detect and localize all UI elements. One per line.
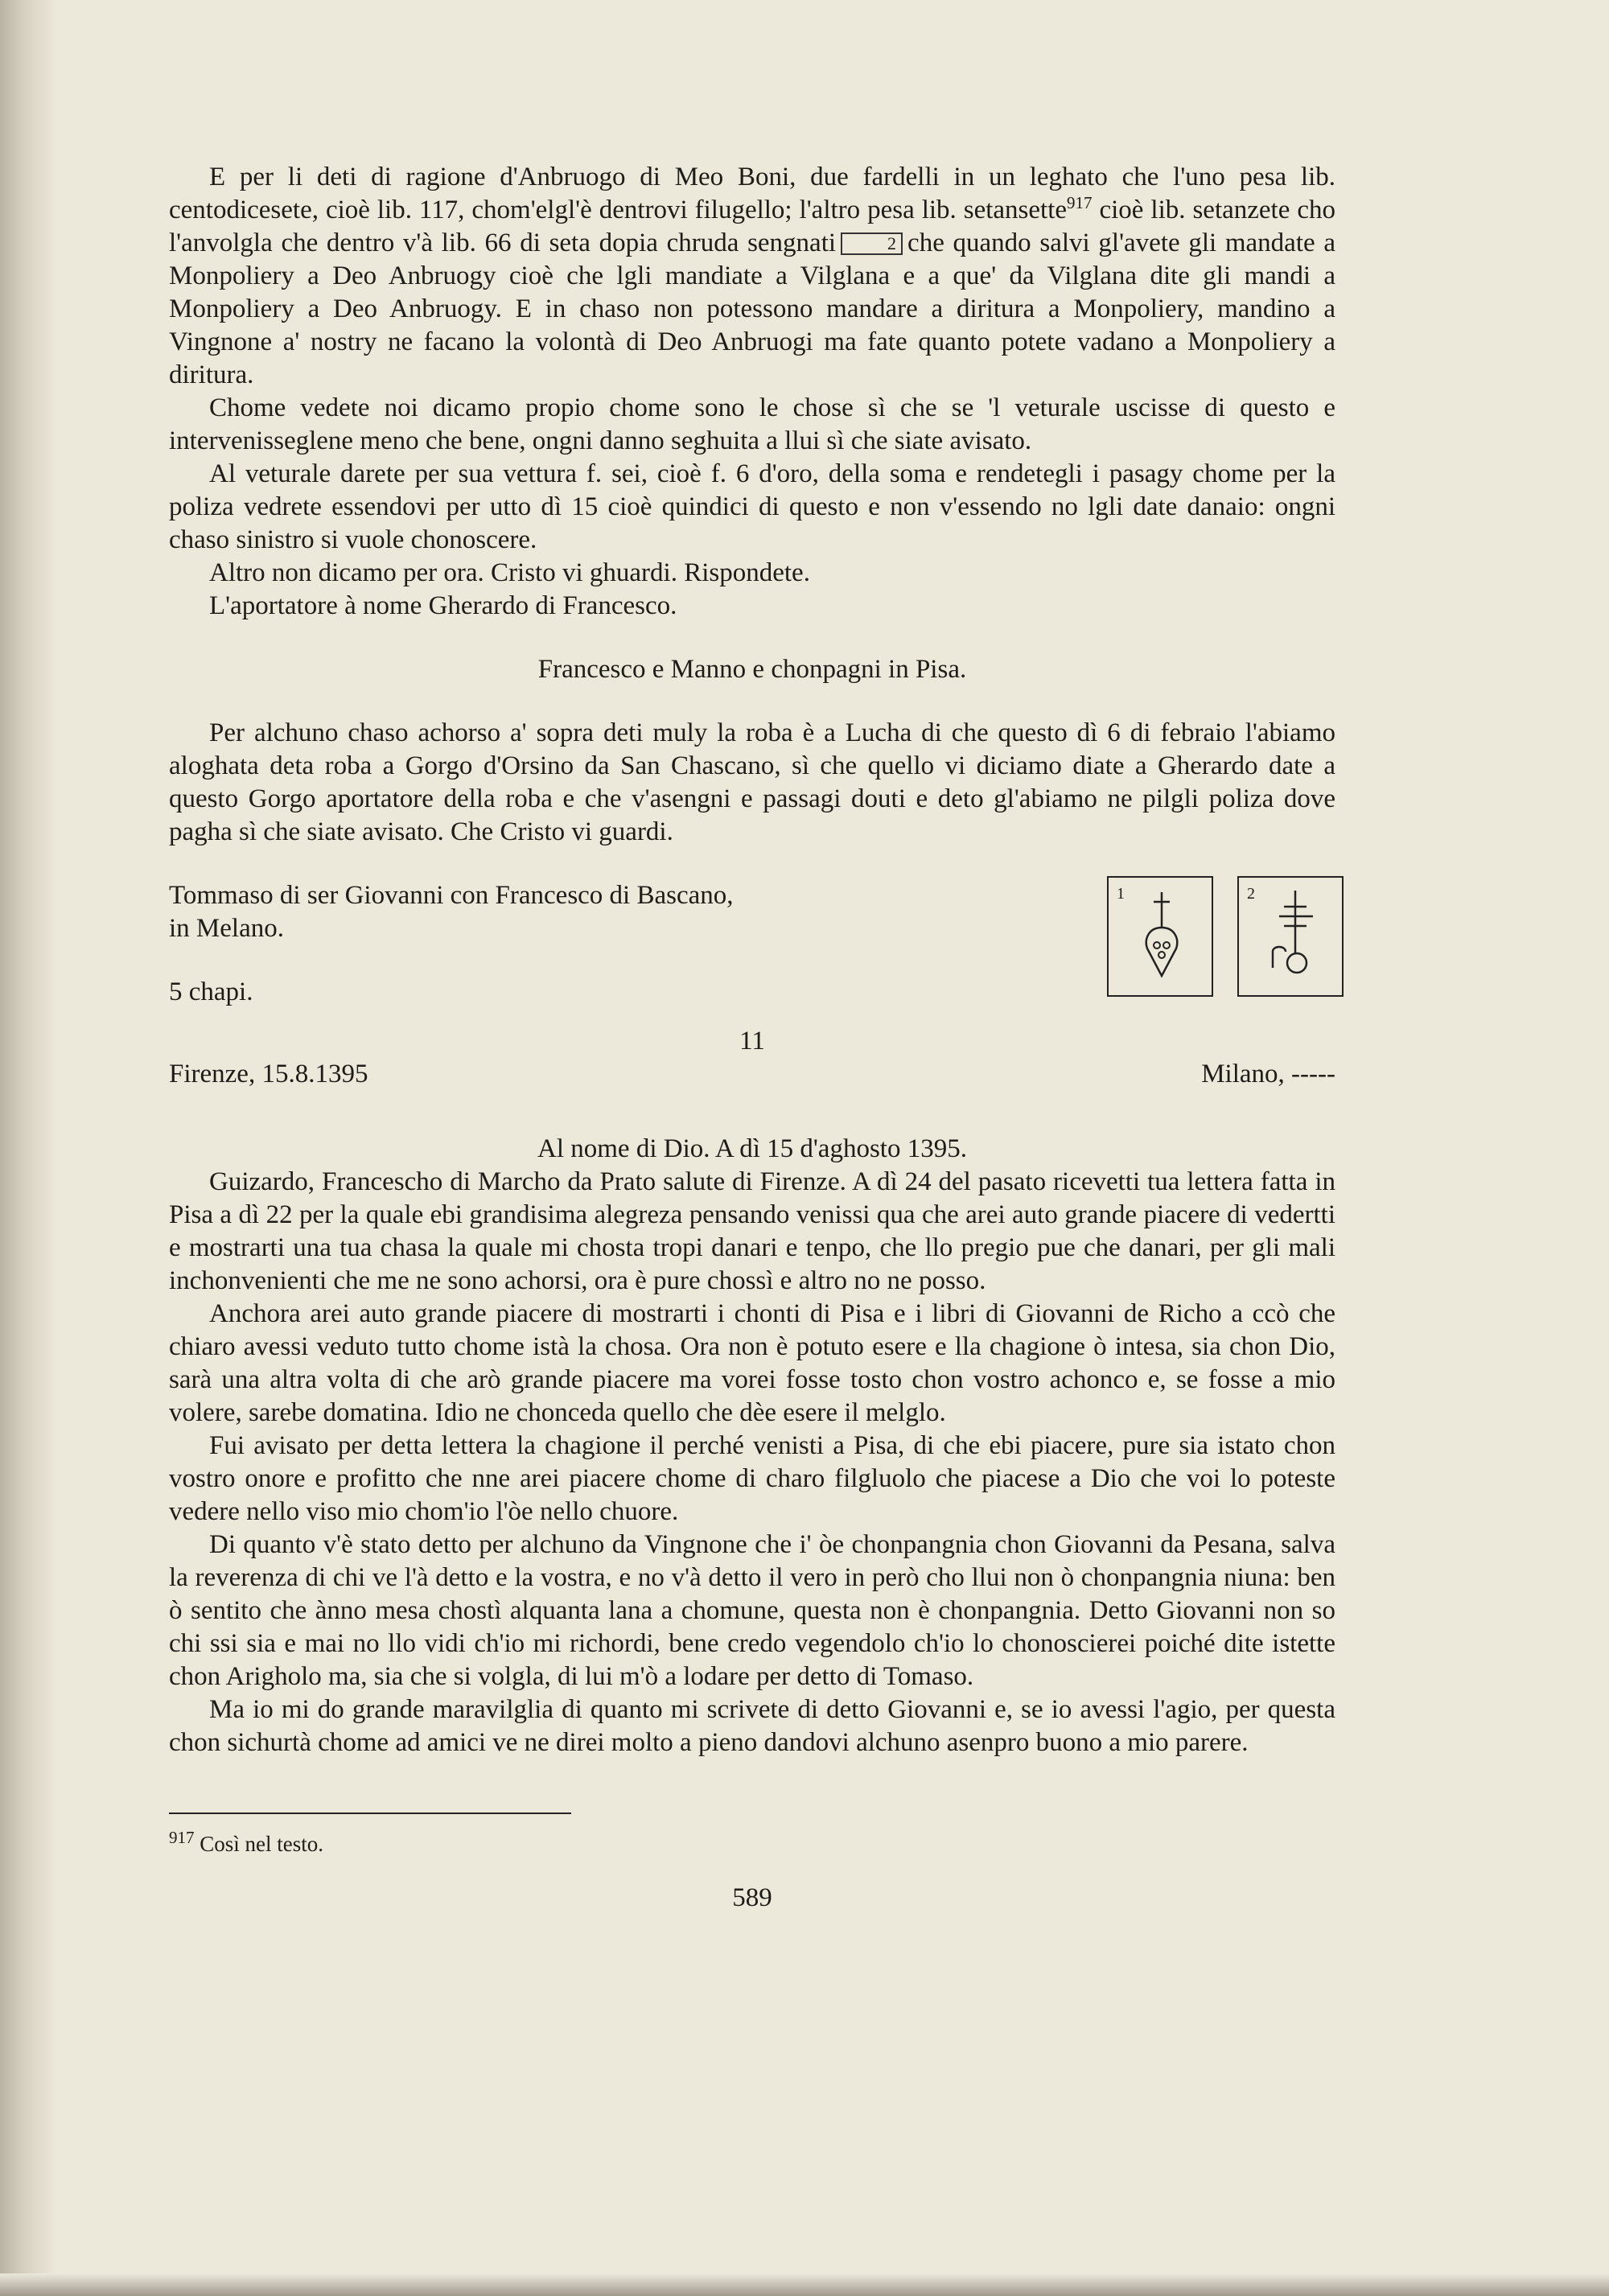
letter-one-paragraph-5: L'aportatore à nome Gherardo di Francesco. xyxy=(209,591,677,620)
footnote-text: Così nel testo. xyxy=(194,1832,323,1856)
letter-one-paragraph-2: Chome vedete noi dicamo propio chome sono le chose sì che se 'l veturale uscisse di questo e intervenisseglene meno che bene, ongni danno seghuita a llui sì che siate avisato. xyxy=(169,393,1335,455)
packages-count: 5 chapi. xyxy=(169,977,253,1006)
double-cross-mark-icon xyxy=(1239,878,1342,995)
letter-two-destination: Milano, ----- xyxy=(1201,1060,1335,1088)
letter-two-paragraph-1: Guizardo, Francescho di Marcho da Prato salute di Firenze. A dì 24 del pasato ricevetti tua lettera fatta in Pisa a dì 22 per la quale ebi grandisima alegreza pensando venissi qua che arei auto grande piacere di vedertti e mostrarti una tua chasa la quale mi chosta tropi danari e tenpo, che llo pregio pue che danari, per gli mali inchonvenienti che me ne sono achorsi, ora è pure chossì e altro no ne posso. xyxy=(169,1167,1335,1295)
book-spine-shadow xyxy=(0,0,56,2296)
letter-two-dateline xyxy=(169,1058,1335,1091)
book-page xyxy=(169,161,1335,1915)
merchant-mark-1 xyxy=(1107,876,1213,997)
signer-line-1: Tommaso di ser Giovanni con Francesco di Bascano, xyxy=(169,881,734,910)
signer-line-2: in Melano. xyxy=(169,914,284,943)
footnote xyxy=(169,1830,1335,1858)
letter-two-paragraph-5: Ma io mi do grande maravilglia di quanto mi scrivete di detto Giovanni e, se io avessi l'agio, per questa chon sichurtà chome ad amici ve ne direi molto a pieno dandovi alchuno asenpro buono a mio parere. xyxy=(169,1695,1335,1757)
merchant-mark-2 xyxy=(1237,876,1344,997)
letter-two-paragraph-4: Di quanto v'è stato detto per alchuno da Vingnone che i' òe chonpangnia chon Giovanni da Pesana, salva la reverenza di chi ve l'à detto e la vostra, e no v'à detto il vero in però cho llui non ò chonpangnia niuna: ben ò sentito che ànno mesa chostì alquanta lana a chomune, questa non è chonpangnia. Detto Giovanni non so chi ssi sia e mai no llo vidi ch'io mi richordi, bene credo vegendolo ch'io lo chonoscierei poiché dite istette chon Arigholo ma, sia che si volgla, di lui m'ò a lodare per detto di Tomaso. xyxy=(169,1530,1335,1691)
footnote-number: 917 xyxy=(169,1828,195,1847)
letter-two-origin: Firenze, 15.8.1395 xyxy=(169,1060,368,1088)
letter-two-paragraph-2: Anchora arei auto grande piacere di mostrarti i chonti di Pisa e i libri di Giovanni de Richo a ccò che chiaro avessi veduto tutto chome istà la chosa. Ora non è potuto esere e lla chagione ò intesa, sia chon Dio, sarà una altra volta di che arò grande piacere ma vorei fosse tosto chon vostro achonco e, se fosse a mio volere, sarebe domatina. Idio ne chonceda quello che dèe esere il melglo. xyxy=(169,1299,1335,1427)
page-number: 589 xyxy=(732,1883,772,1912)
merchant-mark-reference: 2 xyxy=(841,232,903,255)
cross-heart-mark-icon xyxy=(1109,878,1212,995)
letter-one-paragraph-3: Al veturale darete per sua vettura f. sei, cioè f. 6 d'oro, della soma e rendetegli i pasagy chome per la poliza vedrete essendovi per utto dì 15 cioè quindici di questo e non v'essendo no lgli date danaio: ongni chaso sinistro si vuole chonoscere. xyxy=(169,459,1335,554)
merchant-mark-1-number: 1 xyxy=(1117,885,1125,903)
merchant-mark-2-number: 2 xyxy=(1247,885,1255,903)
footnote-reference: 917 xyxy=(1067,193,1093,212)
letter-two-paragraph-3: Fui avisato per detta lettera la chagione il perché venisti a Pisa, di che ebi piacere, pure sia istato chon vostro onore e profitto che nne arei piacere chome di charo filgluolo che piacese a Dio che voi lo poteste vedere nello viso mio chom'io l'òe nello chuore. xyxy=(169,1431,1335,1526)
footnote-divider xyxy=(169,1813,571,1814)
letter-one-paragraph-6: Per alchuno chaso achorso a' sopra deti muly la roba è a Lucha di che questo dì 6 di febraio l'abiamo aloghata deta roba a Gorgo d'Orsino da San Chascano, sì che quello vi diciamo diate a Gherardo date a questo Gorgo aportatore della roba e che v'asengni e passagi douti e deto gl'abiamo ne pilgli poliza dove pagha sì che siate avisato. Che Cristo vi guardi. xyxy=(169,718,1335,846)
merchant-marks xyxy=(1107,876,1344,997)
letter-one-paragraph-1: E per li deti di ragione d'Anbruogo di Meo Boni, due fardelli in un leghato che l'uno pesa lib. centodicesete, cioè lib. 117, chom'elgl'è dentrovi filugello; l'altro pesa lib. setansette$^{917}$ cioè lib. setanzete cho l'anvolgla che dentro v'à lib. 66 di seta dopia chruda sengnati 2 che quando salvi gl'avete gli mandate a Monpoliery a Deo Anbruogy cioè che lgli mandiate a Vilglana e a que' da Vilglana dite gli mandi a Monpoliery a Deo Anbruogy. E in chaso non potessono mandare a diritura a Monpoliery, mandino a Vingnone a' nostry ne facano la volontà di Deo Anbruogi ma fate quanto potete vadano a Monpoliery a diritura. xyxy=(169,163,1335,389)
letter-one-paragraph-4: Altro non dicamo per ora. Cristo vi ghuardi. Rispondete. xyxy=(209,558,810,587)
letter-two-number: 11 xyxy=(739,1027,765,1055)
letter-one-addressee: Francesco e Manno e chonpagni in Pisa. xyxy=(537,655,967,684)
signer-block xyxy=(169,879,1335,1009)
page-bottom-edge xyxy=(0,2273,1609,2296)
letter-two-heading: Al nome di Dio. A dì 15 d'aghosto 1395. xyxy=(537,1134,967,1163)
